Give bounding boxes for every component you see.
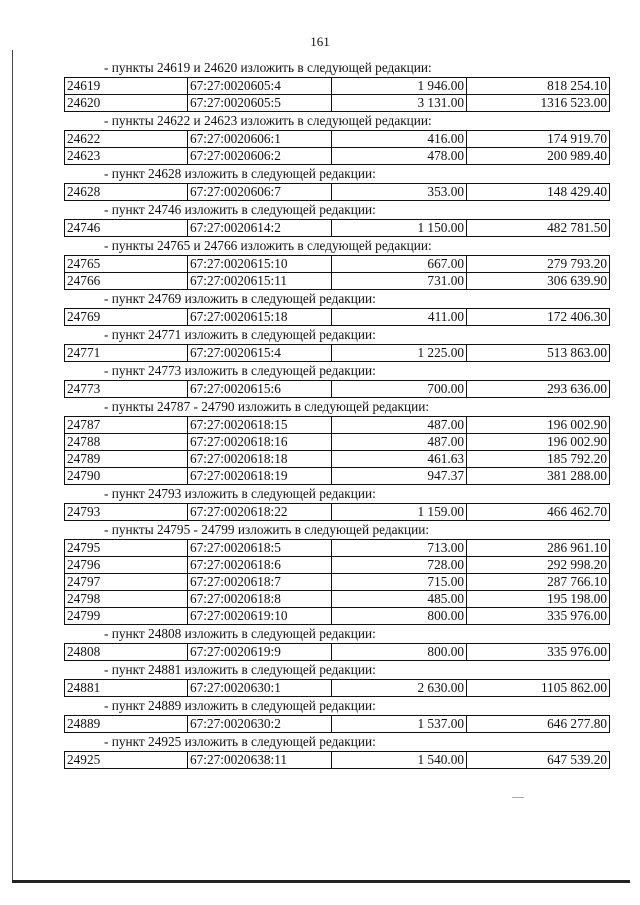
amendment-block (64, 112, 610, 165)
cell-item-number: 24808 (65, 644, 188, 661)
document-body (64, 59, 610, 769)
cell-item-number: 24628 (65, 184, 188, 201)
cell-cadastral-number: 67:27:0020618:15 (188, 417, 332, 434)
amendment-block (64, 290, 610, 326)
cell-cadastral-value: 287 766.10 (467, 574, 610, 591)
cell-area: 667.00 (332, 256, 467, 273)
amendment-instruction: - пункт 24773 изложить в следующей редакции: (104, 363, 376, 378)
cell-area: 487.00 (332, 417, 467, 434)
cell-area: 728.00 (332, 557, 467, 574)
amendment-table (64, 77, 610, 112)
cell-area: 487.00 (332, 434, 467, 451)
table-row (65, 644, 610, 661)
cell-item-number: 24619 (65, 78, 188, 95)
cell-cadastral-value: 647 539.20 (467, 752, 610, 769)
amendment-block (64, 201, 610, 237)
cell-area: 731.00 (332, 273, 467, 290)
amendment-instruction: - пункты 24765 и 24766 изложить в следующей редакции: (104, 238, 432, 253)
table-row (65, 184, 610, 201)
cell-item-number: 24623 (65, 148, 188, 165)
cell-cadastral-value: 174 919.70 (467, 131, 610, 148)
cell-area: 947.37 (332, 468, 467, 485)
cell-cadastral-number: 67:27:0020618:8 (188, 591, 332, 608)
amendment-table (64, 715, 610, 733)
cell-area: 353.00 (332, 184, 467, 201)
amendment-instruction: - пункт 24881 изложить в следующей редакции: (104, 662, 376, 677)
cell-cadastral-number: 67:27:0020606:1 (188, 131, 332, 148)
amendment-table (64, 308, 610, 326)
cell-area: 478.00 (332, 148, 467, 165)
table-row (65, 557, 610, 574)
cell-area: 1 946.00 (332, 78, 467, 95)
cell-cadastral-value: 185 792.20 (467, 451, 610, 468)
cell-item-number: 24765 (65, 256, 188, 273)
amendment-block (64, 625, 610, 661)
amendment-instruction: - пункт 24628 изложить в следующей редакции: (104, 166, 376, 181)
cell-cadastral-number: 67:27:0020615:6 (188, 381, 332, 398)
cell-item-number: 24793 (65, 504, 188, 521)
amendment-table (64, 751, 610, 769)
cell-cadastral-number: 67:27:0020606:2 (188, 148, 332, 165)
cell-cadastral-value: 286 961.10 (467, 540, 610, 557)
cell-cadastral-number: 67:27:0020605:4 (188, 78, 332, 95)
cell-item-number: 24796 (65, 557, 188, 574)
cell-area: 1 537.00 (332, 716, 467, 733)
table-row (65, 680, 610, 697)
cell-item-number: 24795 (65, 540, 188, 557)
amendment-instruction: - пункт 24769 изложить в следующей редакции: (104, 291, 376, 306)
cell-area: 800.00 (332, 644, 467, 661)
table-row (65, 273, 610, 290)
cell-area: 485.00 (332, 591, 467, 608)
amendment-instruction: - пункт 24746 изложить в следующей редакции: (104, 202, 376, 217)
amendment-table (64, 643, 610, 661)
amendment-block (64, 661, 610, 697)
table-row (65, 574, 610, 591)
cell-cadastral-value: 292 998.20 (467, 557, 610, 574)
table-row (65, 309, 610, 326)
amendment-block (64, 165, 610, 201)
table-row (65, 381, 610, 398)
amendment-block (64, 697, 610, 733)
cell-item-number: 24746 (65, 220, 188, 237)
cell-cadastral-number: 67:27:0020615:11 (188, 273, 332, 290)
cell-area: 700.00 (332, 381, 467, 398)
cell-cadastral-value: 293 636.00 (467, 381, 610, 398)
table-row (65, 716, 610, 733)
amendment-instruction: - пункты 24622 и 24623 изложить в следующей редакции: (104, 113, 432, 128)
cell-item-number: 24771 (65, 345, 188, 362)
cell-item-number: 24889 (65, 716, 188, 733)
cell-cadastral-value: 148 429.40 (467, 184, 610, 201)
bottom-scan-edge (12, 880, 630, 883)
amendment-instruction: - пункты 24795 - 24799 изложить в следующей редакции: (104, 522, 430, 537)
table-row (65, 540, 610, 557)
cell-cadastral-number: 67:27:0020618:6 (188, 557, 332, 574)
table-row (65, 417, 610, 434)
amendment-table (64, 539, 610, 625)
cell-item-number: 24789 (65, 451, 188, 468)
cell-cadastral-number: 67:27:0020630:2 (188, 716, 332, 733)
table-row (65, 256, 610, 273)
cell-item-number: 24773 (65, 381, 188, 398)
cell-item-number: 24766 (65, 273, 188, 290)
cell-cadastral-number: 67:27:0020618:19 (188, 468, 332, 485)
table-row (65, 752, 610, 769)
amendment-block (64, 521, 610, 625)
amendment-table (64, 255, 610, 290)
cell-item-number: 24787 (65, 417, 188, 434)
cell-cadastral-value: 466 462.70 (467, 504, 610, 521)
cell-cadastral-value: 200 989.40 (467, 148, 610, 165)
cell-cadastral-value: 646 277.80 (467, 716, 610, 733)
cell-cadastral-value: 335 976.00 (467, 644, 610, 661)
amendment-instruction: - пункты 24619 и 24620 изложить в следующей редакции: (104, 60, 432, 75)
table-row (65, 591, 610, 608)
cell-cadastral-number: 67:27:0020615:4 (188, 345, 332, 362)
amendment-block (64, 398, 610, 485)
cell-cadastral-number: 67:27:0020619:10 (188, 608, 332, 625)
cell-area: 416.00 (332, 131, 467, 148)
cell-cadastral-number: 67:27:0020619:9 (188, 644, 332, 661)
cell-item-number: 24925 (65, 752, 188, 769)
amendment-table (64, 679, 610, 697)
table-row (65, 148, 610, 165)
cell-cadastral-value: 279 793.20 (467, 256, 610, 273)
cell-cadastral-number: 67:27:0020618:22 (188, 504, 332, 521)
left-margin-rule (12, 50, 13, 880)
amendment-table (64, 130, 610, 165)
amendment-instruction: - пункт 24925 изложить в следующей редакции: (104, 734, 376, 749)
amendment-instruction: - пункт 24771 изложить в следующей редакции: (104, 327, 376, 342)
cell-area: 1 150.00 (332, 220, 467, 237)
scan-mark (512, 797, 524, 798)
table-row (65, 131, 610, 148)
cell-cadastral-number: 67:27:0020638:11 (188, 752, 332, 769)
page-number: 161 (310, 34, 330, 49)
cell-item-number: 24788 (65, 434, 188, 451)
amendment-block (64, 485, 610, 521)
amendment-table (64, 344, 610, 362)
table-row (65, 345, 610, 362)
amendment-table (64, 503, 610, 521)
cell-item-number: 24620 (65, 95, 188, 112)
cell-area: 800.00 (332, 608, 467, 625)
cell-cadastral-number: 67:27:0020618:7 (188, 574, 332, 591)
cell-cadastral-number: 67:27:0020615:18 (188, 309, 332, 326)
cell-cadastral-number: 67:27:0020618:5 (188, 540, 332, 557)
cell-item-number: 24797 (65, 574, 188, 591)
amendment-table (64, 416, 610, 485)
amendment-instruction: - пункт 24793 изложить в следующей редакции: (104, 486, 376, 501)
table-row (65, 220, 610, 237)
cell-area: 411.00 (332, 309, 467, 326)
amendment-block (64, 59, 610, 112)
cell-cadastral-number: 67:27:0020618:18 (188, 451, 332, 468)
amendment-instruction: - пункт 24808 изложить в следующей редакции: (104, 626, 376, 641)
cell-item-number: 24769 (65, 309, 188, 326)
cell-area: 3 131.00 (332, 95, 467, 112)
cell-cadastral-value: 335 976.00 (467, 608, 610, 625)
amendment-table (64, 183, 610, 201)
cell-item-number: 24799 (65, 608, 188, 625)
table-row (65, 504, 610, 521)
cell-area: 461.63 (332, 451, 467, 468)
cell-cadastral-value: 381 288.00 (467, 468, 610, 485)
cell-cadastral-number: 67:27:0020605:5 (188, 95, 332, 112)
cell-area: 713.00 (332, 540, 467, 557)
cell-cadastral-value: 482 781.50 (467, 220, 610, 237)
cell-cadastral-value: 1105 862.00 (467, 680, 610, 697)
table-row (65, 434, 610, 451)
cell-cadastral-value: 1316 523.00 (467, 95, 610, 112)
amendment-block (64, 326, 610, 362)
cell-item-number: 24622 (65, 131, 188, 148)
table-row (65, 608, 610, 625)
cell-cadastral-number: 67:27:0020618:16 (188, 434, 332, 451)
cell-area: 1 225.00 (332, 345, 467, 362)
amendment-block (64, 237, 610, 290)
cell-cadastral-value: 818 254.10 (467, 78, 610, 95)
amendment-block (64, 733, 610, 769)
cell-cadastral-value: 513 863.00 (467, 345, 610, 362)
table-row (65, 468, 610, 485)
amendment-table (64, 380, 610, 398)
cell-cadastral-value: 196 002.90 (467, 434, 610, 451)
cell-cadastral-number: 67:27:0020630:1 (188, 680, 332, 697)
cell-item-number: 24790 (65, 468, 188, 485)
cell-cadastral-value: 195 198.00 (467, 591, 610, 608)
amendment-instruction: - пункт 24889 изложить в следующей редакции: (104, 698, 376, 713)
amendment-instruction: - пункты 24787 - 24790 изложить в следующей редакции: (104, 399, 430, 414)
cell-item-number: 24881 (65, 680, 188, 697)
cell-cadastral-number: 67:27:0020615:10 (188, 256, 332, 273)
cell-cadastral-value: 196 002.90 (467, 417, 610, 434)
amendment-block (64, 362, 610, 398)
table-row (65, 95, 610, 112)
table-row (65, 78, 610, 95)
cell-item-number: 24798 (65, 591, 188, 608)
cell-area: 1 159.00 (332, 504, 467, 521)
cell-cadastral-number: 67:27:0020606:7 (188, 184, 332, 201)
cell-area: 715.00 (332, 574, 467, 591)
cell-cadastral-value: 172 406.30 (467, 309, 610, 326)
cell-area: 2 630.00 (332, 680, 467, 697)
table-row (65, 451, 610, 468)
cell-cadastral-value: 306 639.90 (467, 273, 610, 290)
cell-cadastral-number: 67:27:0020614:2 (188, 220, 332, 237)
amendment-table (64, 219, 610, 237)
cell-area: 1 540.00 (332, 752, 467, 769)
